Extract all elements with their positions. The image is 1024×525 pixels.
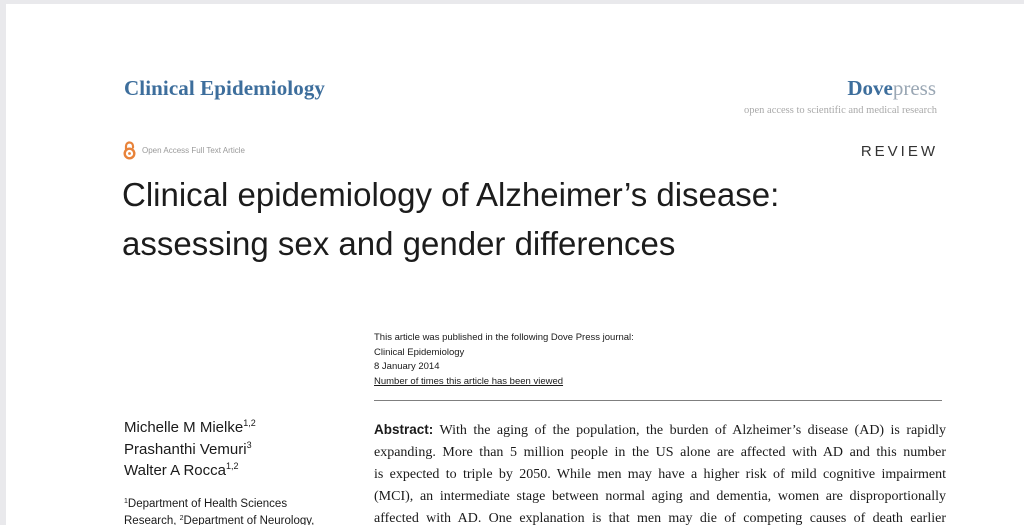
abstract-label: Abstract: xyxy=(374,422,434,437)
publication-intro: This article was published in the following Dove Press journal: xyxy=(374,332,634,343)
author-affiliation-mark: 1,2 xyxy=(243,418,256,428)
affiliation-text: Department of Neurology, xyxy=(183,514,315,525)
affiliation-text: Department of Health Sciences xyxy=(127,498,288,510)
affiliation-mark: 1 xyxy=(124,498,128,505)
abstract-line: expanding. More than 5 million people in the US alone are affected with AD and this number xyxy=(374,445,946,460)
author xyxy=(124,417,256,439)
abstract-line: (MCI), an intermediate stage between normal aging and dementia, women are disproportionally xyxy=(374,489,946,504)
author xyxy=(124,439,256,461)
publisher-logo xyxy=(847,76,936,101)
publication-journal: Clinical Epidemiology xyxy=(374,346,465,358)
affiliation-mark: 2 xyxy=(179,514,184,522)
author xyxy=(124,460,256,482)
article-type: REVIEW xyxy=(860,143,938,160)
author-affiliation-mark: 3 xyxy=(246,439,252,450)
open-access-label: Open Access Full Text Article xyxy=(142,145,246,155)
article-page xyxy=(6,4,1024,525)
author-name: Prashanthi Vemuri xyxy=(124,440,247,458)
affiliation-line-1 xyxy=(124,496,344,513)
title-line-2: assessing sex and gender differences xyxy=(122,225,676,262)
title-line-1: Clinical epidemiology of Alzheimer’s disease: xyxy=(122,176,780,213)
author-name: Michelle M Mielke xyxy=(124,419,244,436)
author-list xyxy=(124,417,256,482)
affiliation-line-2 xyxy=(124,513,344,525)
divider xyxy=(374,400,942,401)
publication-date: 8 January 2014 xyxy=(374,361,440,372)
open-access-badge xyxy=(123,140,245,160)
affiliations xyxy=(124,496,344,525)
open-access-icon xyxy=(123,141,136,160)
author-name: Walter A Rocca xyxy=(124,462,226,479)
abstract-text: With the aging of the population, the burden of Alzheimer’s disease (AD) is rapidly xyxy=(433,423,946,438)
abstract-line: affected with AD. One explanation is that men may die of competing causes of death earlier xyxy=(374,511,946,525)
author-affiliation-mark: 1,2 xyxy=(225,461,239,471)
publication-info xyxy=(374,331,634,389)
affiliation-text: Research, xyxy=(124,514,180,525)
journal-name: Clinical Epidemiology xyxy=(124,76,326,100)
publisher-tagline: open access to scientific and medical research xyxy=(744,105,937,116)
article-title xyxy=(122,170,982,268)
abstract-line xyxy=(374,419,946,442)
publisher-name-light: press xyxy=(892,76,936,100)
abstract-line: is expected to triple by 2050. While men may have a higher risk of mild cognitive impairment xyxy=(374,467,946,482)
publisher-name-bold: Dove xyxy=(847,76,893,100)
views-link[interactable]: Number of times this article has been viewed xyxy=(374,375,564,387)
abstract xyxy=(374,419,946,525)
